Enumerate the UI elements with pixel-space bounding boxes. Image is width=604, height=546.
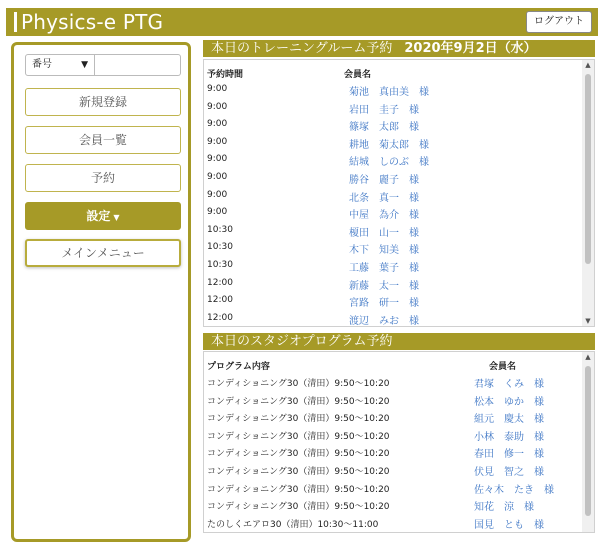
training-date: 2020年9月2日（水） (404, 41, 537, 56)
reservation-time: 12:00 (207, 295, 233, 306)
studio-panel-header (203, 333, 595, 350)
program-name: コンディショニング30（清田）9:50～10:20 (207, 467, 390, 477)
search-type-value: 番号 (32, 59, 52, 70)
member-name-link[interactable]: 君塚 くみ 様 (474, 379, 544, 390)
brand (14, 8, 163, 36)
scroll-thumb[interactable] (585, 74, 591, 264)
member-name-link[interactable]: 榎田 山一 様 (349, 227, 419, 239)
member-name-link[interactable]: 松本 ゆか 様 (474, 396, 544, 408)
scroll-up-icon[interactable]: ▲ (585, 61, 591, 69)
program-name: コンディショニング30（清田）9:50～10:20 (207, 431, 390, 442)
caret-down-icon: ▼ (113, 213, 120, 222)
training-reservation-list (203, 59, 595, 327)
training-panel-title: 本日のトレーニングルーム予約 (211, 41, 393, 56)
member-name-link[interactable]: 小林 泰助 様 (474, 431, 544, 443)
app-title: Physics-e PTG (21, 10, 164, 34)
col-header-program: プログラム内容 (207, 362, 270, 372)
scroll-down-icon[interactable]: ▼ (585, 317, 591, 325)
reservation-time: 10:30 (207, 260, 233, 270)
reservation-time: 12:00 (207, 277, 233, 288)
member-name-link[interactable]: 伏見 智之 様 (474, 467, 544, 478)
scroll-thumb[interactable] (585, 366, 591, 516)
member-name-link[interactable]: 渡辺 みお 様 (349, 315, 419, 327)
member-name-link[interactable]: 勝谷 麗子 様 (349, 175, 419, 186)
program-name: コンディショニング30（清田）9:50～10:20 (207, 379, 390, 389)
program-name: コンディショニング30（清田）9:50～10:20 (207, 484, 390, 495)
member-name-link[interactable]: 結城 しのぶ 様 (349, 157, 429, 169)
reservation-time: 9:00 (207, 101, 228, 112)
reservation-time: 9:00 (207, 119, 228, 130)
member-name-link[interactable]: 北条 真一 様 (349, 192, 419, 204)
reservation-time: 9:00 (207, 172, 228, 182)
program-name: コンディショニング30（清田）9:50～10:20 (207, 502, 390, 513)
col-header-member: 会員名 (344, 70, 372, 80)
member-name-link[interactable]: 春田 修一 様 (474, 449, 544, 461)
settings-dropdown-button[interactable] (25, 202, 181, 230)
member-name-link[interactable]: 知花 涼 様 (474, 502, 534, 514)
member-name-link[interactable]: 中屋 為介 様 (349, 210, 419, 222)
member-name-link[interactable]: 新藤 太一 様 (349, 280, 419, 292)
member-name-link[interactable]: 組元 慶太 様 (474, 414, 544, 426)
col-header-studio-member: 会員名 (489, 362, 517, 372)
member-name-link[interactable]: 篠塚 太郎 様 (349, 122, 419, 134)
program-name: たのしくエアロ30（清田）10:30～11:00 (207, 519, 379, 530)
reservation-time: 9:00 (207, 136, 228, 147)
member-search (25, 54, 181, 76)
logout-button[interactable]: ログアウト (526, 11, 592, 33)
reservation-time: 10:30 (207, 224, 233, 235)
studio-scrollbar[interactable] (582, 352, 594, 532)
scroll-up-icon[interactable]: ▲ (585, 353, 591, 361)
member-name-link[interactable]: 宮路 研一 様 (349, 298, 419, 310)
member-name-link[interactable]: 工藤 葉子 様 (349, 263, 419, 274)
settings-label: 設定 (86, 209, 111, 223)
training-panel-header (203, 40, 595, 57)
reservation-time: 9:00 (207, 189, 228, 200)
col-header-time: 予約時間 (207, 70, 244, 80)
member-name-link[interactable]: 佐々木 たき 様 (474, 484, 554, 496)
register-button[interactable]: 新規登録 (25, 88, 181, 116)
reservation-time: 12:00 (207, 312, 233, 323)
top-bar (6, 8, 598, 36)
reservation-time: 9:00 (207, 154, 228, 165)
reservation-time: 9:00 (207, 207, 228, 218)
program-name: コンディショニング30（清田）9:50～10:20 (207, 396, 390, 407)
member-list-button[interactable]: 会員一覧 (25, 126, 181, 154)
program-name: コンディショニング30（清田）9:50～10:20 (207, 449, 390, 460)
studio-panel-title: 本日のスタジオプログラム予約 (211, 334, 393, 349)
member-name-link[interactable]: 木下 知美 様 (349, 245, 419, 257)
sidebar (11, 42, 191, 542)
member-name-link[interactable]: 岩田 圭子 様 (349, 104, 419, 116)
studio-reservation-list (203, 351, 595, 533)
search-type-select[interactable] (25, 54, 95, 76)
member-name-link[interactable]: 菊池 真由美 様 (349, 87, 429, 98)
brand-logo-icon (14, 12, 17, 32)
program-name: コンディショニング30（清田）9:50～10:20 (207, 414, 390, 425)
member-name-link[interactable]: 国見 とも 様 (474, 519, 544, 531)
reservation-time: 9:00 (207, 84, 228, 94)
reservation-time: 10:30 (207, 242, 233, 253)
main-menu-button[interactable]: メインメニュー (25, 239, 181, 267)
search-input[interactable] (95, 54, 181, 76)
reservation-button[interactable]: 予約 (25, 164, 181, 192)
member-name-link[interactable]: 耕地 菊太郎 様 (349, 139, 429, 151)
chevron-down-icon: ▼ (81, 60, 88, 70)
training-scrollbar[interactable] (582, 60, 594, 326)
